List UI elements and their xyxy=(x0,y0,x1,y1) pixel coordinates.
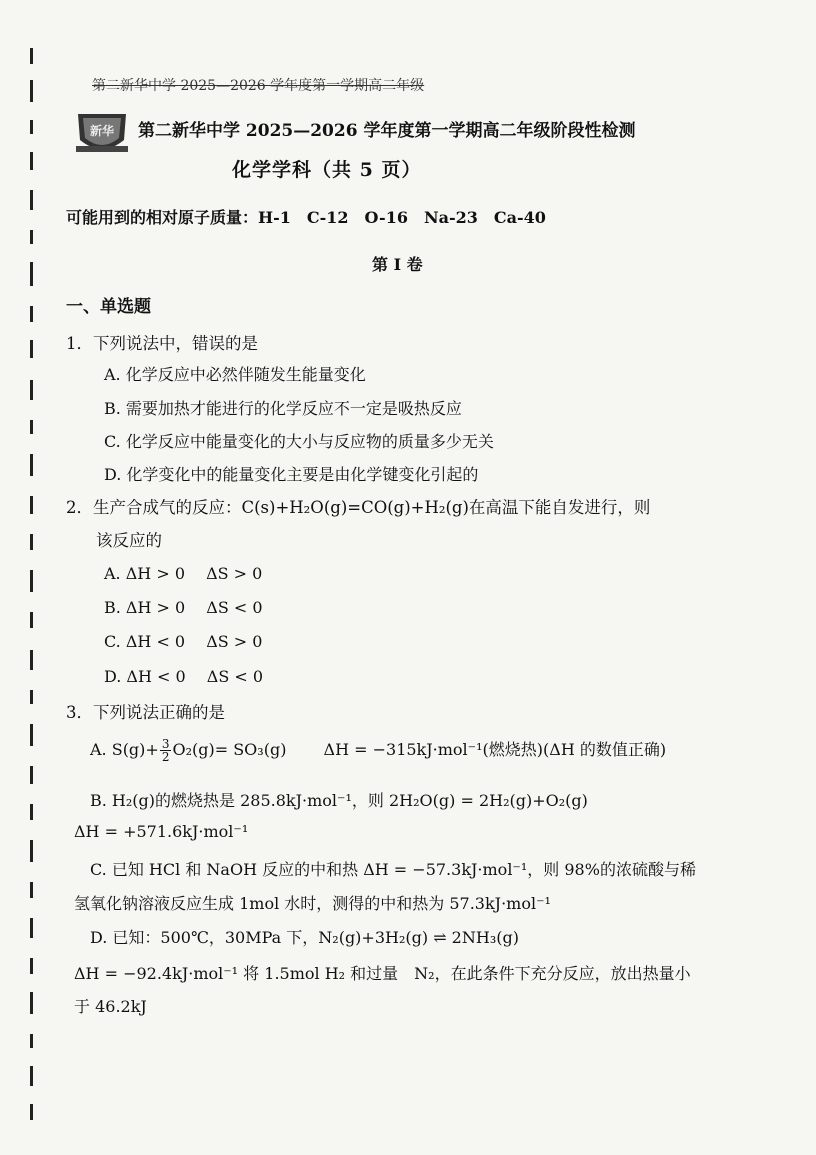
question-3-option-d-line-1: D. 已知：500℃，30MPa 下，N₂(g)+3H₂(g) ⇌ 2NH₃(g) xyxy=(90,928,519,947)
question-2-option-a: A. ΔH > 0 ΔS > 0 xyxy=(104,564,263,583)
question-3-option-d-line-2: ΔH = −92.4kJ·mol⁻¹ 将 1.5mol H₂ 和过量 N₂，在此条件下充分反应，放出热量小 xyxy=(74,964,691,983)
question-2-option-b: B. ΔH > 0 ΔS < 0 xyxy=(104,598,263,617)
binding-margin xyxy=(30,40,34,1140)
question-1-stem: 1．下列说法中，错误的是 xyxy=(66,334,258,353)
question-1-option-b: B. 需要加热才能进行的化学反应不一定是吸热反应 xyxy=(104,399,462,418)
option-a-prefix: A. S(g)+ xyxy=(90,740,159,759)
svg-text:新华: 新华 xyxy=(89,124,115,138)
question-2-stem: 2．生产合成气的反应：C(s)+H₂O(g)=CO(g)+H₂(g)在高温下能自发进行，则 xyxy=(66,498,651,517)
volume-label: 第 I 卷 xyxy=(372,255,423,274)
question-1-option-a: A. 化学反应中必然伴随发生能量变化 xyxy=(104,365,366,384)
fraction-numerator: 3 xyxy=(161,737,170,751)
question-3-stem: 3．下列说法正确的是 xyxy=(66,703,225,722)
atomic-masses: 可能用到的相对原子质量：H-1 C-12 O-16 Na-23 Ca-40 xyxy=(66,208,546,227)
struck-header-line: 第二新华中学 2025—2026 学年度第一学期高二年级 xyxy=(92,78,425,94)
question-3-option-a xyxy=(90,737,666,763)
question-1-option-c: C. 化学反应中能量变化的大小与反应物的质量多少无关 xyxy=(104,432,494,451)
section-heading: 一、单选题 xyxy=(66,297,151,317)
fraction-denominator: 2 xyxy=(161,750,170,764)
exam-title: 第二新华中学 2025—2026 学年度第一学期高二年级阶段性检测 xyxy=(138,121,636,141)
question-3-option-d-line-3: 于 46.2kJ xyxy=(74,997,147,1016)
question-1-option-d: D. 化学变化中的能量变化主要是由化学键变化引起的 xyxy=(104,465,479,484)
question-3-option-b-line-1: B. H₂(g)的燃烧热是 285.8kJ·mol⁻¹，则 2H₂O(g) = 2H₂(g)+O₂(g) xyxy=(90,791,588,810)
question-3-option-c-line-2: 氢氧化钠溶液反应生成 1mol 水时，测得的中和热为 57.3kJ·mol⁻¹ xyxy=(74,894,551,913)
question-2-stem-cont: 该反应的 xyxy=(96,531,162,550)
question-3-option-b-line-2: ΔH = +571.6kJ·mol⁻¹ xyxy=(74,822,249,841)
subject-title: 化学学科（共 5 页） xyxy=(232,159,422,181)
school-logo xyxy=(74,108,130,156)
question-3-option-c-line-1: C. 已知 HCl 和 NaOH 反应的中和热 ΔH = −57.3kJ·mol⁻¹，则 98%的浓硫酸与稀 xyxy=(90,860,696,879)
option-a-equation: O₂(g)= SO₃(g) ΔH = −315kJ·mol⁻¹(燃烧热)(ΔH 的数值正确) xyxy=(172,740,667,759)
question-2-option-c: C. ΔH < 0 ΔS > 0 xyxy=(104,632,263,651)
fraction-three-halves xyxy=(160,738,172,763)
question-2-option-d: D. ΔH < 0 ΔS < 0 xyxy=(104,667,264,686)
